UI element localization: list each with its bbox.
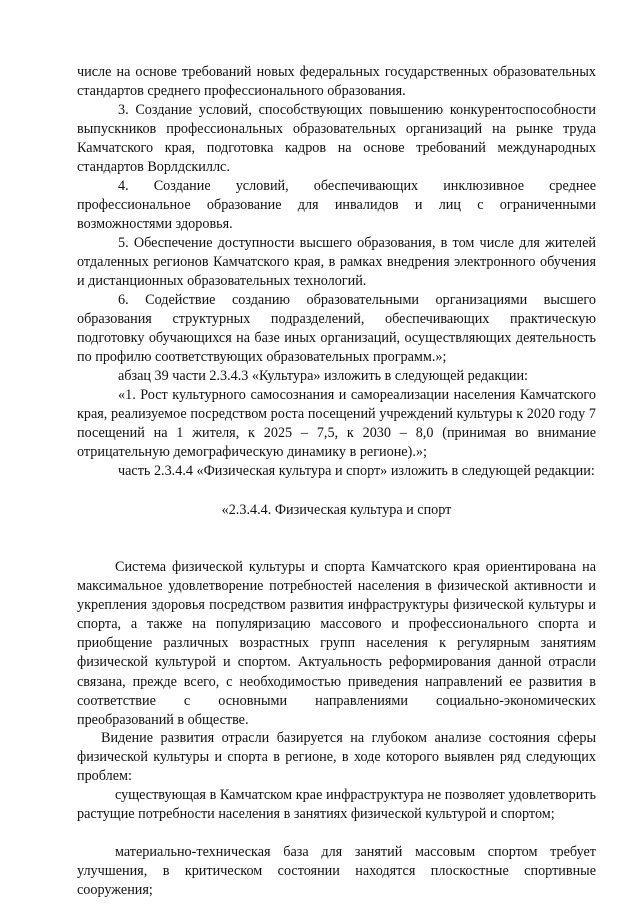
list-item: существующая в Камчатском крае инфраструктура не позволяет удовлетворить растущие потребности населения в занятиях физической культурой и спортом; [77, 787, 596, 823]
section-heading: «2.3.4.4. Физическая культура и спорт [221, 502, 452, 518]
list-item: 3. Создание условий, способствующих повышению конкурентоспособности выпускников профессиональных образовательных организаций на рынке труда Камчатского края, подготовка кадров на основе требований международных стандартов Ворлдскиллс. [77, 102, 596, 176]
list-item: материально-техническая база для занятий массовым спортом требует улучшения, в критическом состоянии находятся плоскостные спортивные сооружения; [77, 844, 596, 899]
paragraph: числе на основе требований новых федеральных государственных образовательных стандартов среднего профессионального образования. [77, 64, 596, 100]
paragraph: Система физической культуры и спорта Камчатского края ориентирована на максимальное удовлетворение потребностей населения в физической активности и укрепления здоровья посредством развития инфраструктуры физической культуры и спорта, а также на популяризацию массового и профессионального спорта и приобщение различных возрастных групп населения к регулярным занятиям физической культурой и спортом. Актуальность реформирования данной отрасли связана, прежде всего, с необходимостью приведения направлений ее развития в соответствие с основными направлениями социально-экономических преобразований в обществе. [77, 559, 596, 728]
list-item: 4. Создание условий, обеспечивающих инклюзивное среднее профессиональное образование для инвалидов и лиц с ограниченными возможностями здоровья. [77, 178, 596, 233]
quote-paragraph: «1. Рост культурного самосознания и самореализации населения Камчатского края, реализуемое посредством роста посещений учреждений культуры к 2020 году 7 посещений на 1 жителя, к 2025 – 7,5, к 2030 – 8,0 (принимая во внимание отрицательную демографическую динамику в регионе).»; [77, 387, 596, 461]
list-item: 5. Обеспечение доступности высшего образования, в том числе для жителей отдаленных регионов Камчатского края, в рамках внедрения электронного обучения и дистанционных образовательных технологий. [77, 235, 596, 290]
paragraph: Видение развития отрасли базируется на глубоком анализе состояния сферы физической культуры и спорта в регионе, в ходе которого выявлен ряд следующих проблем: [77, 730, 596, 785]
paragraph: часть 2.3.4.4 «Физическая культура и спорт» изложить в следующей редакции: [118, 463, 595, 479]
list-item: 6. Содействие созданию образовательными организациями высшего образования структурных подразделений, обеспечивающих практическую подготовку обучающихся на базе иных организаций, осуществляющих деятельность по профилю соответствующих образовательных программ.»; [77, 292, 596, 366]
paragraph: абзац 39 части 2.3.4.3 «Культура» изложить в следующей редакции: [118, 368, 528, 384]
